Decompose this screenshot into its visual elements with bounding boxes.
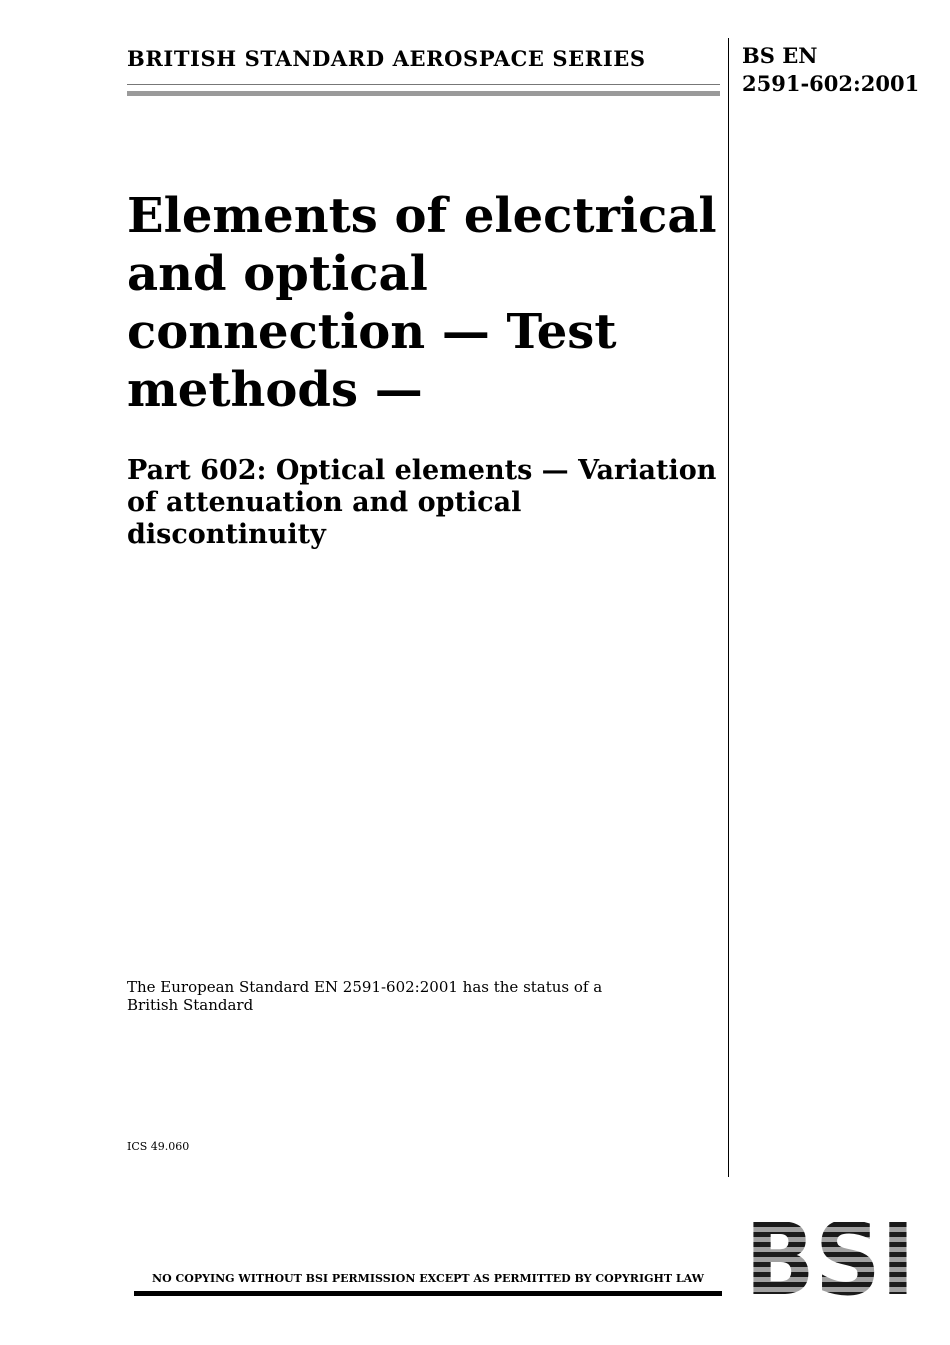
document-number-line-1: BS EN [742, 43, 818, 68]
document-part-title: Part 602: Optical elements — Variation of attenuation and optical discontinuity [127, 455, 717, 550]
series-heading: BRITISH STANDARD AEROSPACE SERIES [127, 46, 646, 71]
footer-rule [134, 1291, 722, 1296]
document-number [742, 42, 919, 98]
document-number-line-2: 2591-602:2001 [742, 71, 920, 96]
ics-code: ICS 49.060 [127, 1140, 190, 1153]
header-rule-thick [127, 91, 720, 96]
bsi-logo [745, 1222, 915, 1298]
status-note: The European Standard EN 2591-602:2001 has the status of a British Standard [127, 978, 603, 1014]
vertical-divider [728, 38, 729, 1177]
header-rule-thin [127, 84, 720, 85]
copyright-notice: NO COPYING WITHOUT BSI PERMISSION EXCEPT AS PERMITTED BY COPYRIGHT LAW [152, 1272, 704, 1285]
document-title: Elements of electrical and optical connection — Test methods — [127, 188, 717, 418]
